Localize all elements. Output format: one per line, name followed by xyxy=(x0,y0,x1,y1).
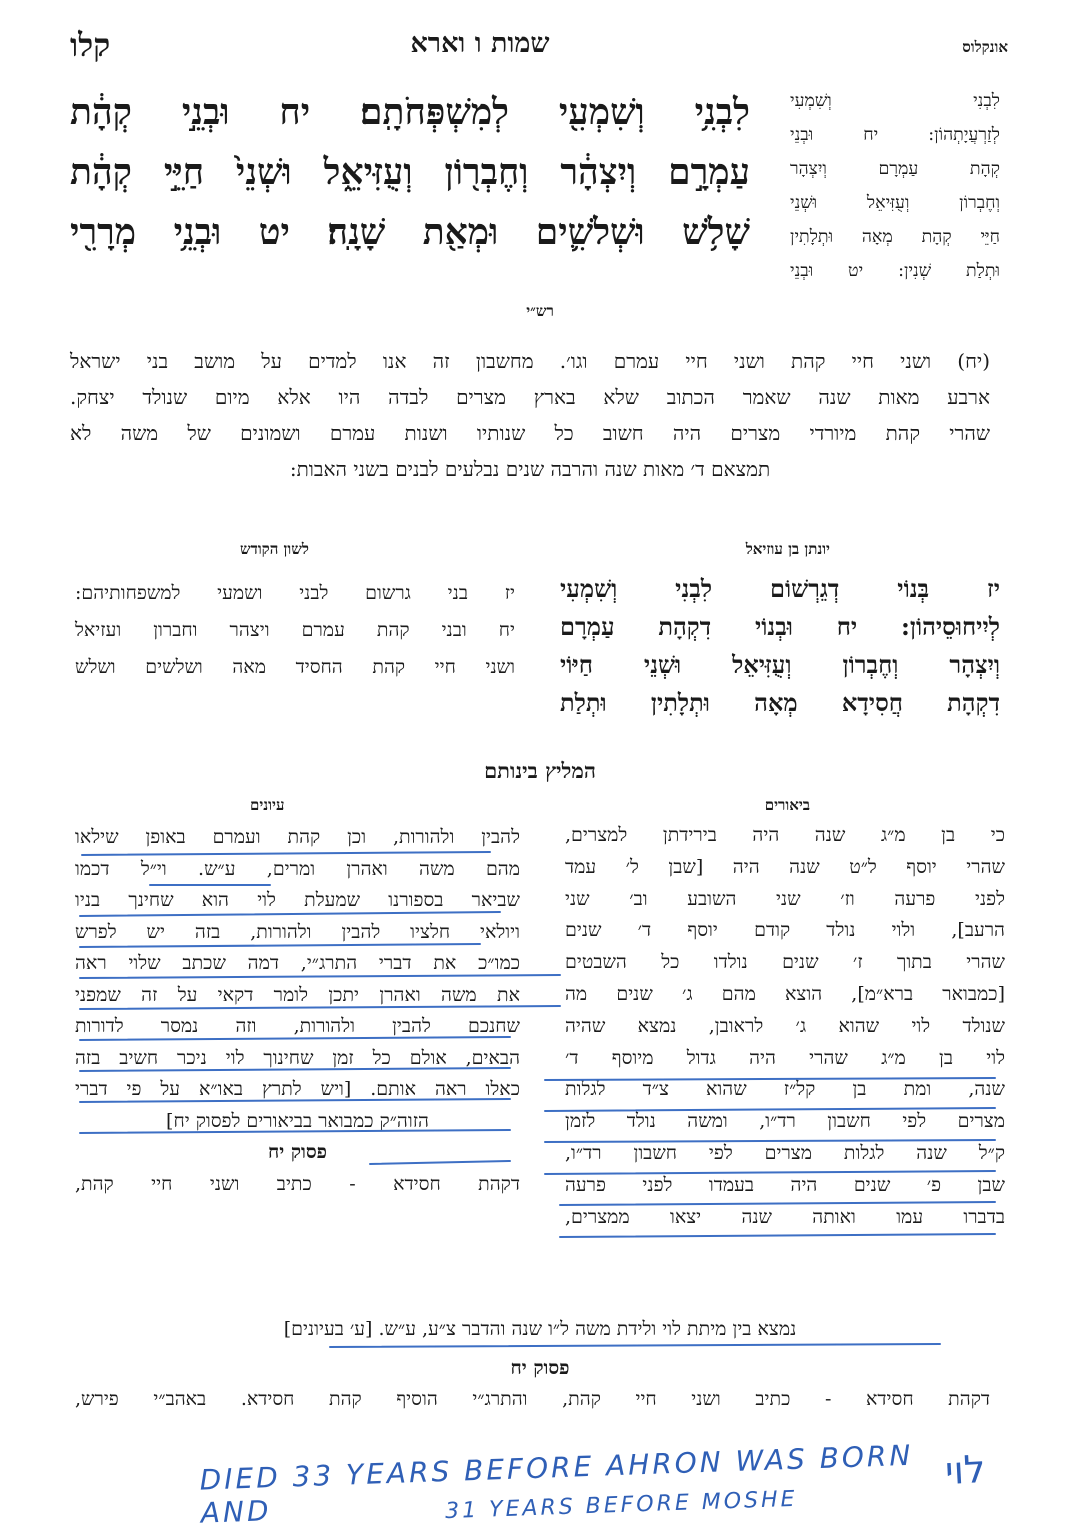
lashon-hakodesh-line: יח ובני קהת עמרם ויצהר וחברון ועזיאל xyxy=(75,619,515,641)
rashi-line: (יח) ושני חיי קהת ושני חיי עמרם וגו׳. מחשבון זה אנו למדים על מושב בני ישראל xyxy=(70,349,990,373)
iyunim-line: ויולאי חלציו להבין ולהורות, בזה יש לפרש xyxy=(75,920,520,943)
rashi-line: ארבע מאות שנה שאמר הכתוב שלא בארץ מצרים לבדה היו אלא מיום שנולד יצחק. xyxy=(70,385,990,409)
iyunim-title: עיונים xyxy=(250,796,285,814)
iyunim-line: כאלו ראה אותם. [ויש לתרץ באו״א על פי דברי xyxy=(75,1078,520,1100)
commentary-last-line: דקהת חסידא - כתיב ושני חיי קהת, והתרג״י הוסיף קהת חסידא. באהב״י פירש, xyxy=(75,1388,990,1410)
iyunim-line: שביאר בספורנו שמעלת לוי הוא שחינך בניו xyxy=(75,889,520,911)
verse-line: שָׁלֹ֥שׁ וּשְׁלֹשִׁ֛ים וּמְאַ֖ת שָׁנָֽה׃ יט וּבְנֵ֥י מְרָרִ֖י xyxy=(70,211,750,253)
iyunim-line: הבאים, אולם כל זמן שחינוך לוי ניכר חשיב בזה xyxy=(75,1046,520,1069)
handwritten-hebrew-note: לוי xyxy=(943,1446,987,1494)
biurim-text xyxy=(565,820,1005,1233)
lashon-hakodesh-line: יז בני גרשום לבני ושמעי למשפחותיהם: xyxy=(75,582,515,604)
jonathan-line: יז בְּנוֹי דְגֵרְשׁוֹם לִבְנִי וְשִׁמְעִי xyxy=(560,574,1000,603)
biurim-line: לוי בן מ״ג שהרי היה גדול מיוסף ד׳ xyxy=(565,1046,1005,1069)
onkelos-line: לְזַרְעֲיָתְהוֹן: יח וּבְנֵי xyxy=(790,125,1000,145)
onkelos-line: לִבְנִי וְשִׁמְעִי xyxy=(790,91,1000,111)
biurim-line: לפני פרעה וז׳ שני השובע וב׳ שני xyxy=(565,887,1005,910)
iyunim-line: הזוה״ק כמבואר בביאורים לפסוק יח] xyxy=(166,1109,429,1132)
rashi-line: שהרי קהת מיורדי מצרים היה חשוב כל שנותיו ושנות עמרם ושמונים של משה לא xyxy=(70,421,990,445)
commentary-title: המליץ בינותם xyxy=(484,758,596,783)
biurim-line: שהרי יוסף ל״ט שנה היה [שבן ל׳ עמד xyxy=(565,855,1005,878)
torah-verse xyxy=(70,82,750,262)
jonathan-line: וְיִצְהָר וְחֶבְרוֹן וְעֻזִּיאֵל וּשְׁנֵי חַיּוֹי xyxy=(560,650,1000,679)
onkelos-line: וְחֶבְרוֹן וְעֻזִּיאֵל וּשְׁנֵי xyxy=(790,193,1000,213)
onkelos-line: חַיֵּי קְהָת מְאָה וּתְלָתִין xyxy=(790,227,1000,247)
biurim-line: שבן פ׳ שנים היה בעמדו לפני פרעה xyxy=(565,1173,1005,1196)
jonathan-title: יונתן בן עוזיאל xyxy=(745,540,830,558)
iyunim-line: להבין ולהורות, וכן קהת ועמרם באופן שילאו xyxy=(75,826,520,848)
jonathan-line: לְיִיחוּסֵיהוֹן: יח וּבְנוֹי דִקְהָת עַמְרָם xyxy=(560,612,1000,641)
onkelos-line: קְהָת עַמְרָם וְיִצְהָר xyxy=(790,159,1000,179)
pen-underline xyxy=(560,1234,995,1237)
biurim-line: שהרי בתוך ז׳ שנים נולדו כל השבטים xyxy=(565,951,1005,974)
verse-line: לִבְנִ֥י וְשִׁמְעִ֖י לְמִשְׁפְּחֹתָֽם׃ יח וּבְנֵ֣י קְהָ֔ת xyxy=(70,91,750,133)
biurim-line: כי בן מ״ג שנה היה בירידתן למצרים, xyxy=(565,824,1005,846)
biurim-line: הרעב], ולוי נולד קודם יוסף ד׳ שנים xyxy=(565,919,1005,942)
iyunim-line: דקהת חסידא - כתיב ושני חיי קהת, xyxy=(75,1172,520,1195)
onkelos-header: אונקלוס xyxy=(962,38,1008,56)
pasuk-heading: פסוק יח xyxy=(510,1357,570,1379)
parsha-header: שמות ו וארא xyxy=(410,28,550,59)
iyunim-line: כמו״כ את דברי התרג״י, דמה שכתב שלוי ראה xyxy=(75,952,520,974)
iyunim-line: את משה ואהרן יתכן לומר דקאי על זה שמפני xyxy=(75,983,520,1006)
onkelos-line: וּתְלַת שְׁנִין: יט וּבְנֵי xyxy=(790,261,1000,281)
center-note: נמצא בין מיתת לוי ולידת משה ל״ו שנה והדבר צ״ע, ע״ש. [ע׳ בעיונים] xyxy=(283,1318,797,1340)
rashi-line: תמצאם ד׳ מאות שנה והרבה שנים נבלעים לבנים בשני האבות: xyxy=(289,457,771,481)
iyunim-pasuk-heading: פסוק יח xyxy=(267,1141,327,1163)
jonathan-text xyxy=(560,570,1000,722)
lashon-hakodesh-text xyxy=(75,575,515,686)
onkelos-text xyxy=(790,84,1000,288)
biurim-title: ביאורים xyxy=(764,796,810,814)
biurim-line: מצרים לפי חשבון רד״ו, ומשה נולד לזמן xyxy=(565,1110,1005,1133)
folio-number: קלו xyxy=(70,26,111,64)
verse-line: עַמְרָ֣ם וְיִצְהָ֔ר וְחֶבְר֖וֹן וְעֻזִּיאֵ֑ל וּשְׁנֵי֙ חַיֵּ֣י קְהָ֔ת xyxy=(70,151,750,193)
rashi-text xyxy=(70,343,990,487)
biurim-line: [כמבואר ברא״מ], הוצא מהם ג׳ שנים מה xyxy=(565,982,1005,1005)
biurim-line: שנולד לוי שהוא ג׳ לראובן, נמצא שהיה xyxy=(565,1014,1005,1037)
jonathan-line: דִקְהָת חֲסִידָא מְאָה וּתְלָתִין וּתְלַת xyxy=(560,688,1000,717)
pen-underline xyxy=(330,1344,940,1347)
biurim-line: בדברו עמו ואותה שנה יצאו ממצרים, xyxy=(565,1205,1005,1228)
lashon-hakodesh-title: לשון הקודש xyxy=(240,540,309,558)
biurim-line: שנה, ומת בן קל״ז שהוא צ״ד לגלות xyxy=(565,1078,1005,1101)
rashi-title: רש״י xyxy=(526,302,554,320)
iyunim-text xyxy=(75,822,520,1200)
biurim-line: ק״ל שנה לגלות מצרים לפי חשבון רד״ו, xyxy=(565,1141,1005,1164)
handwritten-note-line2: 31 YEARS BEFORE MOSHE xyxy=(444,1486,798,1525)
iyunim-line: מהם משה ואהרן ומרים, ע״ש. וי״ל דכמו xyxy=(75,857,520,880)
lashon-hakodesh-line: ושני חיי קהת החסיד מאה ושלשים ושלש xyxy=(75,656,515,678)
iyunim-line: שחנכם להבין ולהורות, וזה נמסר לדורות xyxy=(75,1015,520,1037)
handwritten-note-line1: DIED 33 YEARS BEFORE AHRON WAS BORN AND xyxy=(199,1438,914,1530)
